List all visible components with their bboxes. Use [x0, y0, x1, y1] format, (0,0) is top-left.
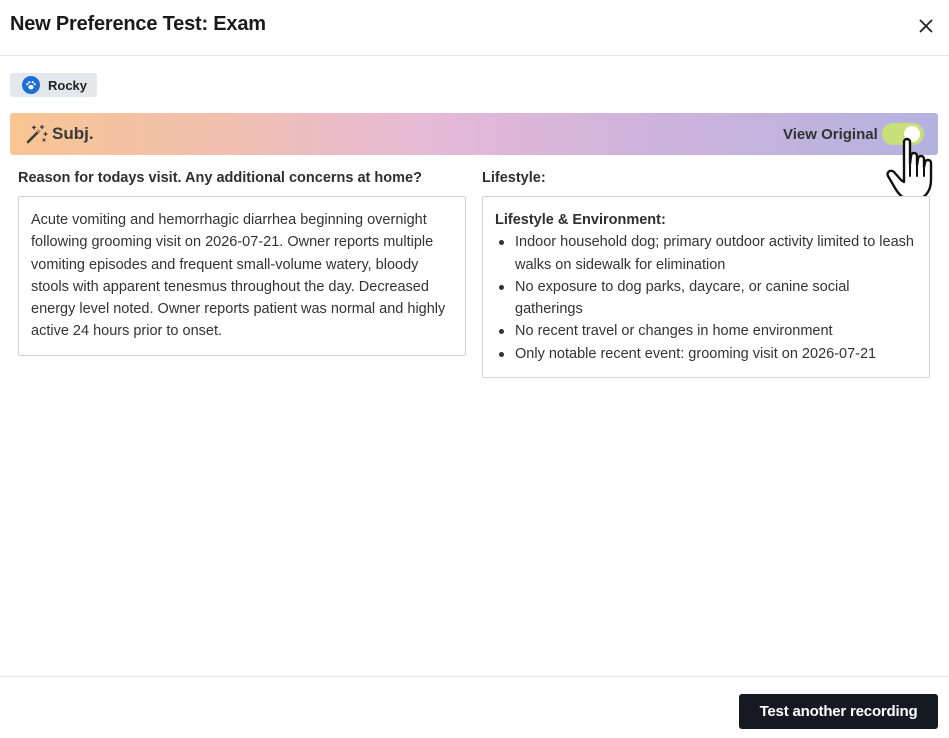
view-original-label: View Original — [783, 126, 878, 143]
lifestyle-textarea[interactable] — [482, 196, 930, 378]
list-item: No recent travel or changes in home environment — [495, 320, 917, 342]
reason-field-label: Reason for todays visit. Any additional concerns at home? — [18, 170, 422, 186]
lifestyle-heading: Lifestyle & Environment: — [495, 212, 666, 228]
subjective-section-bar — [10, 113, 938, 155]
toggle-knob — [904, 126, 920, 142]
reason-textarea[interactable] — [18, 196, 466, 356]
paw-icon — [22, 76, 40, 94]
section-title: Subj. — [52, 124, 94, 143]
patient-name: Rocky — [48, 77, 88, 93]
patient-chip — [10, 73, 97, 97]
magic-wand-icon — [26, 124, 48, 144]
list-item: No exposure to dog parks, daycare, or canine social gatherings — [495, 276, 917, 321]
modal-header — [0, 0, 949, 56]
close-icon[interactable] — [919, 19, 933, 33]
modal-title: New Preference Test: Exam — [10, 13, 266, 35]
lifestyle-list — [495, 231, 917, 365]
lifestyle-field-label: Lifestyle: — [482, 170, 546, 186]
close-button[interactable] — [914, 14, 938, 38]
list-item: Indoor household dog; primary outdoor activity limited to leash walks on sidewalk for elimination — [495, 231, 917, 276]
view-original-toggle[interactable] — [882, 123, 924, 145]
modal-footer — [0, 676, 949, 738]
list-item: Only notable recent event: grooming visit on 2026-07-21 — [495, 343, 917, 365]
reason-text: Acute vomiting and hemorrhagic diarrhea beginning overnight following grooming visit on 2026-07-21. Owner reports multiple vomiting episodes and frequent small-volume watery, bloody stools with apparent tenesmus throughout the day. Decreased energy level noted. Owner reports patient was normal and highly active 24 hours prior to onset. — [31, 212, 446, 340]
test-another-recording-button[interactable]: Test another recording — [739, 694, 938, 729]
